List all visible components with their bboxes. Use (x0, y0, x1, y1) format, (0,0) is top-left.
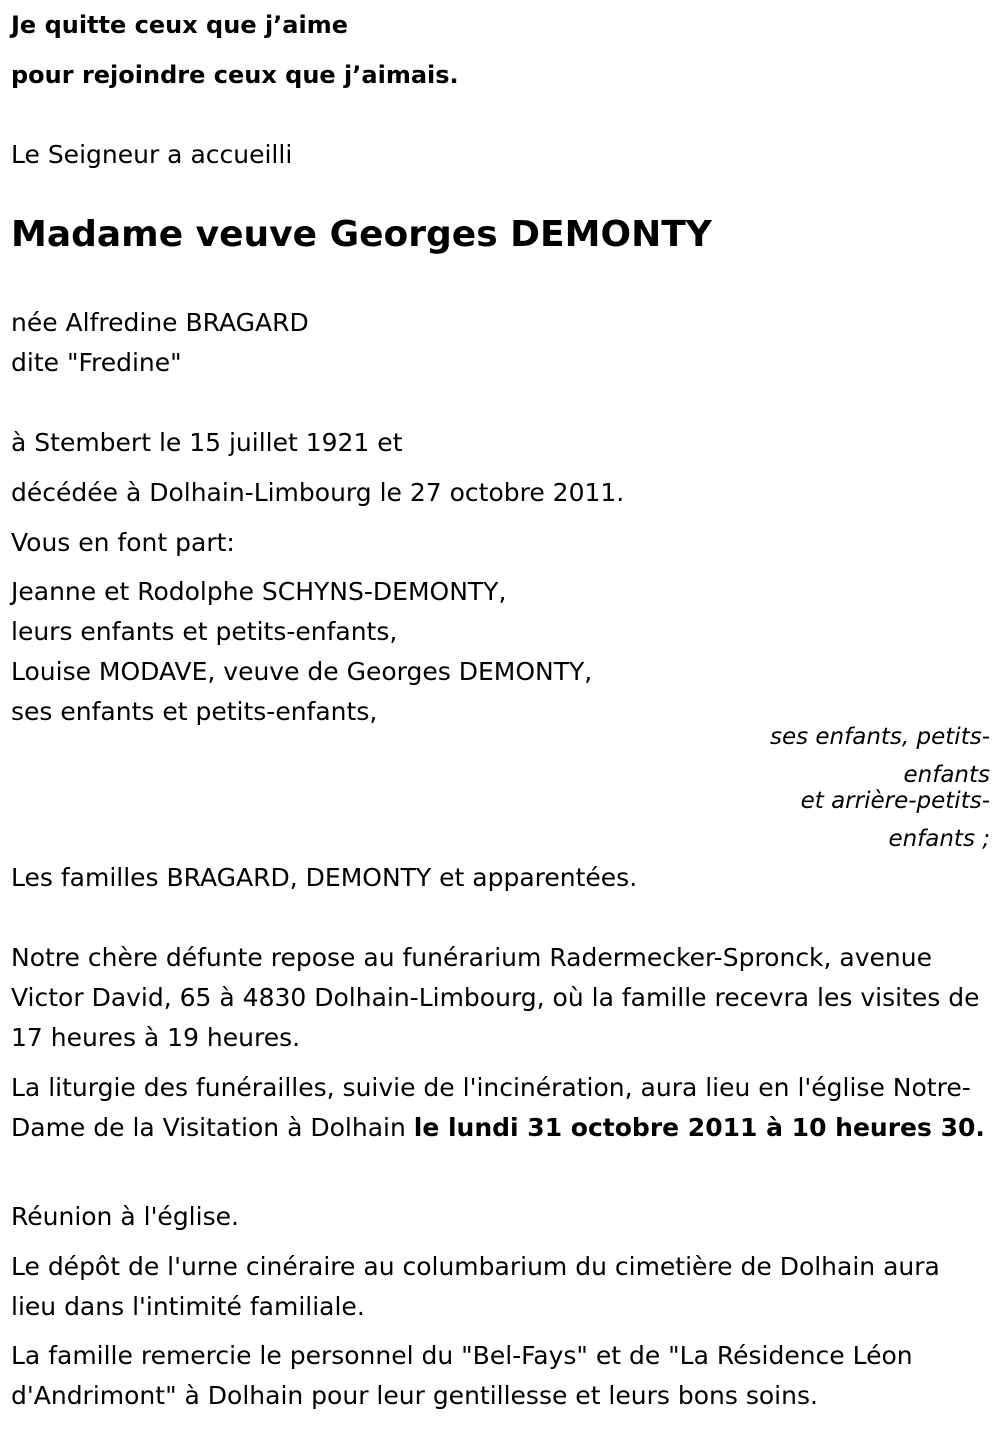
liturgy-text: La liturgie des funérailles, suivie de l'incinération, aura lieu en l'église Notre-Dame de la Visitation à Dolhain (11, 1073, 971, 1142)
family-line-3: Louise MODAVE, veuve de Georges DEMONTY, (11, 657, 593, 686)
family-right-block-1: ses enfants, petits-enfants (769, 724, 990, 788)
birth-name: née Alfredine BRAGARD (11, 308, 309, 337)
urn-paragraph: Le dépôt de l'urne cinéraire au columbarium du cimetière de Dolhain aura lieu dans l'intimité familiale. (11, 1252, 940, 1321)
family-line-2: leurs enfants et petits-enfants, (11, 617, 398, 646)
nickname: dite "Fredine" (11, 348, 182, 377)
liturgy-paragraph (11, 1068, 986, 1148)
family-line-1: Jeanne et Rodolphe SCHYNS-DEMONTY, (11, 577, 507, 606)
birth-info: à Stembert le 15 juillet 1921 et (11, 428, 403, 457)
family-line-4: ses enfants et petits-enfants, (11, 697, 378, 726)
epigraph-line-1: Je quitte ceux que j’aime (11, 11, 349, 39)
family-right-block-2: et arrière-petits-enfants ; (800, 788, 990, 852)
families-line: Les familles BRAGARD, DEMONTY et apparentées. (11, 863, 638, 892)
liturgy-date: le lundi 31 octobre 2011 à 10 heures 30. (413, 1113, 985, 1142)
death-info: décédée à Dolhain-Limbourg le 27 octobre 2011. (11, 478, 625, 507)
epigraph-line-2: pour rejoindre ceux que j’aimais. (11, 61, 459, 89)
intro-text: Le Seigneur a accueilli (11, 140, 293, 169)
announcement: Vous en font part: (11, 528, 235, 557)
thanks-paragraph: La famille remercie le personnel du "Bel-Fays" et de "La Résidence Léon d'Andrimont" à Dolhain pour leur gentillesse et leurs bons soins. (11, 1341, 913, 1410)
funerarium-paragraph: Notre chère défunte repose au funérarium Radermecker-Spronck, avenue Victor David, 65 à 4830 Dolhain-Limbourg, où la famille recevra les visites de 17 heures à 19 heures. (11, 943, 980, 1052)
meeting-line: Réunion à l'église. (11, 1202, 239, 1231)
deceased-name: Madame veuve Georges DEMONTY (11, 214, 712, 255)
